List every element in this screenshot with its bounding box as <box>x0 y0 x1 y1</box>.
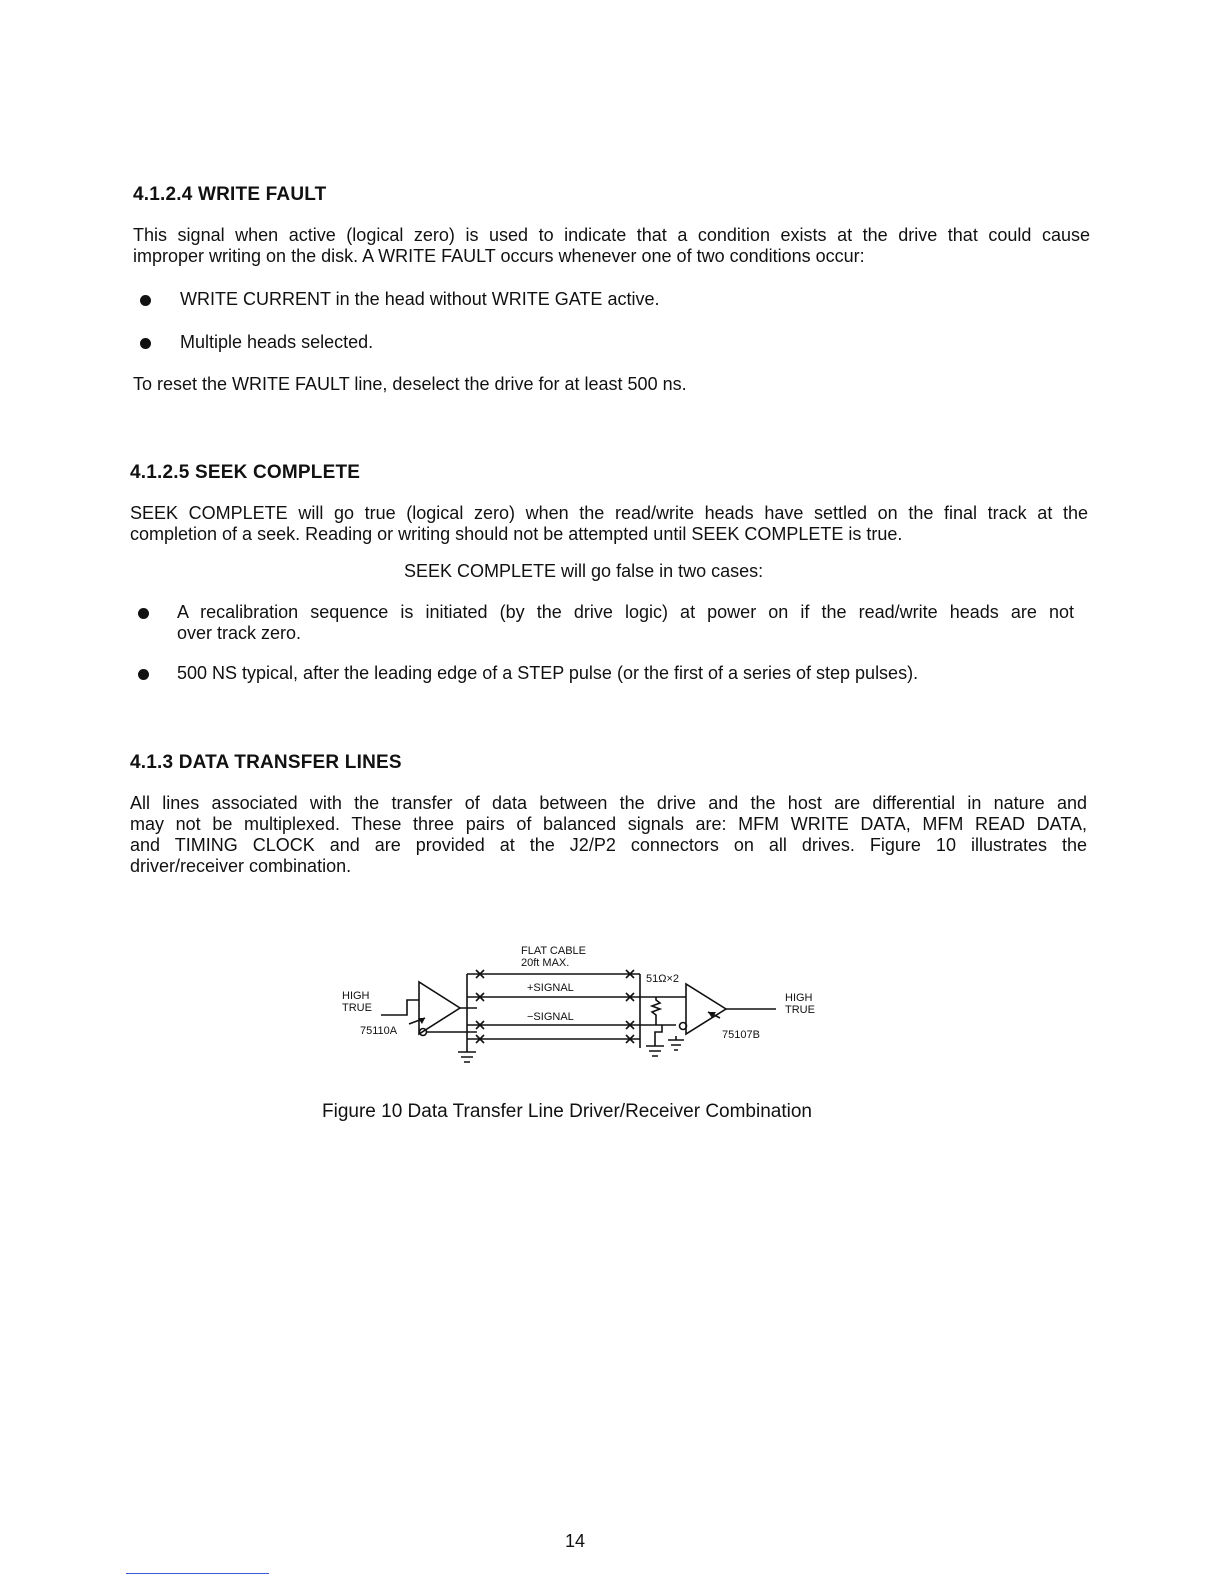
seek-complete-cases-text: SEEK COMPLETE will go false in two cases: <box>404 561 764 581</box>
receiver-amplifier <box>686 984 726 1034</box>
right-label-true: TRUE <box>785 1004 815 1016</box>
ground-symbol-left <box>458 1052 476 1062</box>
section-heading-seek-complete: 4.1.2.5 SEEK COMPLETE <box>130 462 361 483</box>
footer-rule <box>126 1573 269 1574</box>
input-wire-left <box>381 1000 419 1015</box>
data-transfer-line-4: driver/receiver combination. <box>130 856 352 876</box>
right-label-high: HIGH <box>785 992 813 1004</box>
left-label-true: TRUE <box>342 1002 372 1014</box>
write-fault-bullet-1: WRITE CURRENT in the head without WRITE GATE active. <box>180 289 660 309</box>
seek-complete-bullet-1-line-2: over track zero. <box>177 623 302 643</box>
seek-complete-bullet-1-line-1: A recalibration sequence is initiated (by the drive logic) at power on if the read/write heads are not <box>177 602 1074 622</box>
minus-signal-label: −SIGNAL <box>527 1011 574 1023</box>
seek-complete-bullet-2: 500 NS typical, after the leading edge of a STEP pulse (or the first of a series of step pulses). <box>177 663 919 683</box>
left-label-high: HIGH <box>342 990 370 1002</box>
section-heading-data-transfer: 4.1.3 DATA TRANSFER LINES <box>130 752 402 773</box>
cable-label-1: FLAT CABLE <box>521 945 587 957</box>
ground-symbol-receiver <box>668 1036 684 1050</box>
plus-signal-label: +SIGNAL <box>527 982 574 994</box>
driver-amplifier <box>419 982 460 1034</box>
resistor-label: 51Ω×2 <box>646 973 679 985</box>
seek-complete-intro-line-2: completion of a seek. Reading or writing should not be attempted until SEEK COMPLETE is true. <box>130 524 903 544</box>
receiver-part-number: 75107B <box>722 1029 760 1041</box>
data-transfer-line-2: may not be multiplexed. These three pairs of balanced signals are: MFM WRITE DATA, MFM READ DATA, <box>130 814 1087 834</box>
section-heading-write-fault: 4.1.2.4 WRITE FAULT <box>133 184 327 205</box>
write-fault-bullet-2: Multiple heads selected. <box>180 332 374 352</box>
seek-complete-intro-line-1: SEEK COMPLETE will go true (logical zero) when the read/write heads have settled on the final track at the <box>130 503 1088 523</box>
data-transfer-line-1: All lines associated with the transfer of data between the drive and the host are differential in nature and <box>130 793 1087 813</box>
driver-part-number: 75110A <box>360 1025 398 1037</box>
termination-resistor <box>652 997 660 1025</box>
figure-caption: Figure 10 Data Transfer Line Driver/Receiver Combination <box>322 1101 812 1122</box>
write-fault-intro-line-1: This signal when active (logical zero) is used to indicate that a condition exists at the drive that could cause <box>133 225 1090 245</box>
write-fault-intro-line-2: improper writing on the disk. A WRITE FAULT occurs whenever one of two conditions occur: <box>133 246 865 266</box>
data-transfer-line-3: and TIMING CLOCK and are provided at the J2/P2 connectors on all drives. Figure 10 illustrates the <box>130 835 1087 855</box>
ground-symbol-right <box>646 1046 664 1056</box>
cable-label-2: 20ft MAX. <box>521 957 570 969</box>
write-fault-reset-text: To reset the WRITE FAULT line, deselect the drive for at least 500 ns. <box>133 374 687 394</box>
page-number: 14 <box>565 1531 586 1551</box>
